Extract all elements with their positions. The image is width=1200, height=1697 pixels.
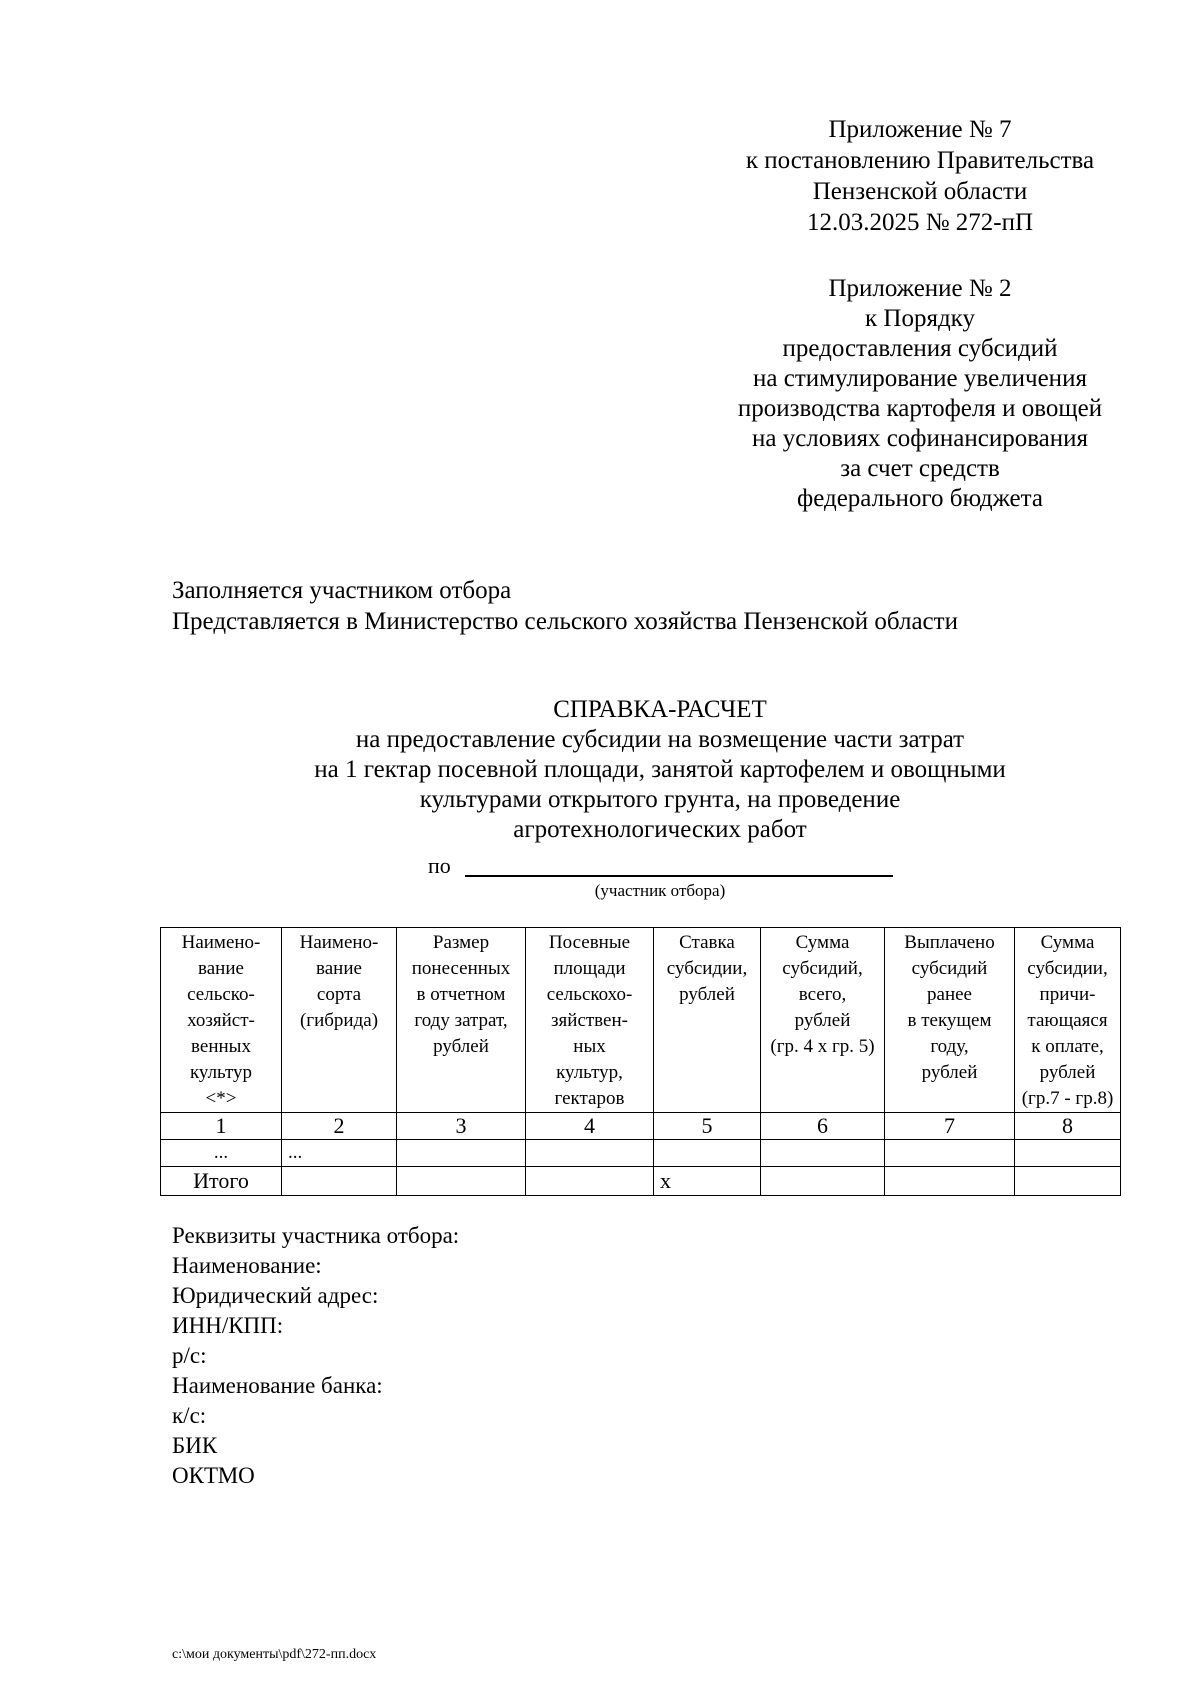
- requisites-title: Реквизиты участника отбора:: [172, 1223, 460, 1248]
- requisite-inn-kpp: ИНН/КПП:: [172, 1313, 284, 1338]
- table-cell[interactable]: [885, 1140, 1015, 1167]
- col-header-area: Посевные площади сельскохо- зяйствен- ных культур, гектаров: [526, 928, 654, 1113]
- requisite-oktmo: ОКТМО: [172, 1463, 255, 1488]
- po-label: по: [428, 853, 451, 878]
- appendix-2-line: предоставления субсидий: [782, 335, 1058, 362]
- table-row: [161, 1140, 1121, 1167]
- participant-caption: (участник отбора): [594, 881, 726, 900]
- column-number: 1: [161, 1113, 282, 1140]
- requisite-account: р/с:: [172, 1343, 207, 1368]
- table-cell[interactable]: [1015, 1140, 1121, 1167]
- col-header-rate: Ставка субсидии, рублей: [654, 928, 761, 1113]
- requisite-legal-address: Юридический адрес:: [172, 1283, 379, 1308]
- table-header-row: [161, 928, 1121, 1113]
- document-heading: [160, 695, 1160, 845]
- total-cell[interactable]: [885, 1167, 1015, 1196]
- table-cell[interactable]: ...: [282, 1140, 397, 1167]
- document-subtitle-line: на предоставление субсидии на возмещение части затрат: [355, 726, 965, 753]
- table-cell[interactable]: ...: [161, 1140, 282, 1167]
- total-cell[interactable]: [1015, 1167, 1121, 1196]
- appendix-7-line: 12.03.2025 № 272-пП: [806, 209, 1034, 236]
- requisite-bik: БИК: [172, 1433, 218, 1458]
- requisite-bank-name: Наименование банка:: [172, 1373, 383, 1398]
- column-number: 2: [282, 1113, 397, 1140]
- column-number: 6: [761, 1113, 885, 1140]
- appendix-7-line: Пензенской области: [812, 178, 1028, 205]
- appendix-2-line: Приложение № 2: [828, 275, 1012, 302]
- col-header-crops: Наимено- вание сельско- хозяйст- венных культур <*>: [161, 928, 282, 1113]
- appendix-2-line: производства картофеля и овощей: [737, 395, 1103, 422]
- col-header-costs: Размер понесенных в отчетном году затрат, рублей: [397, 928, 526, 1113]
- col-header-total-subsidy: Сумма субсидий, всего, рублей (гр. 4 х гр. 5): [761, 928, 885, 1113]
- total-cell[interactable]: [761, 1167, 885, 1196]
- col-header-variety: Наимено- вание сорта (гибрида): [282, 928, 397, 1113]
- requisite-name: Наименование:: [172, 1253, 322, 1278]
- column-number: 5: [654, 1113, 761, 1140]
- column-number-row: [161, 1113, 1121, 1140]
- footer-file-path: c:\мои документы\pdf\272-пп.docx: [172, 1647, 377, 1662]
- document-subtitle-line: агротехнологических работ: [513, 816, 807, 843]
- requisite-corr-account: к/с:: [172, 1403, 207, 1428]
- table-cell[interactable]: [526, 1140, 654, 1167]
- column-number: 4: [526, 1113, 654, 1140]
- table-cell[interactable]: [761, 1140, 885, 1167]
- participant-name-field[interactable]: [465, 875, 893, 877]
- fill-notes: [172, 575, 958, 637]
- appendix-7-line: Приложение № 7: [828, 116, 1012, 143]
- filled-by-note: Заполняется участником отбора: [172, 577, 512, 604]
- calculation-table: [160, 927, 1121, 1196]
- appendix-2-line: к Порядку: [865, 305, 975, 332]
- appendix-7-line: к постановлению Правительства: [745, 147, 1095, 174]
- submitted-to-note: Представляется в Министерство сельского хозяйства Пензенской области: [172, 608, 958, 635]
- document-title: СПРАВКА-РАСЧЕТ: [553, 696, 767, 723]
- column-number: 3: [397, 1113, 526, 1140]
- total-label: Итого: [161, 1167, 282, 1196]
- total-cell[interactable]: [526, 1167, 654, 1196]
- col-header-paid-earlier: Выплачено субсидий ранее в текущем году, рублей: [885, 928, 1015, 1113]
- appendix-2-line: федерального бюджета: [797, 485, 1043, 512]
- document-subtitle-line: культурами открытого грунта, на проведение: [419, 786, 901, 813]
- document-subtitle-line: на 1 гектар посевной площади, занятой картофелем и овощными: [314, 756, 1006, 783]
- appendix-2-line: на условиях софинансирования: [751, 425, 1089, 452]
- column-number: 7: [885, 1113, 1015, 1140]
- appendix-2-header: [700, 274, 1140, 514]
- table-cell[interactable]: [397, 1140, 526, 1167]
- total-cell: x: [654, 1167, 761, 1196]
- total-row: [161, 1167, 1121, 1196]
- col-header-due: Сумма субсидии, причи- тающаяся к оплате, рублей (гр.7 - гр.8): [1015, 928, 1121, 1113]
- appendix-2-line: за счет средств: [840, 455, 1000, 482]
- column-number: 8: [1015, 1113, 1121, 1140]
- appendix-2-line: на стимулирование увеличения: [753, 365, 1087, 392]
- appendix-7-header: [700, 114, 1140, 238]
- table-cell[interactable]: [654, 1140, 761, 1167]
- total-cell[interactable]: [282, 1167, 397, 1196]
- participant-requisites: [172, 1221, 459, 1491]
- total-cell[interactable]: [397, 1167, 526, 1196]
